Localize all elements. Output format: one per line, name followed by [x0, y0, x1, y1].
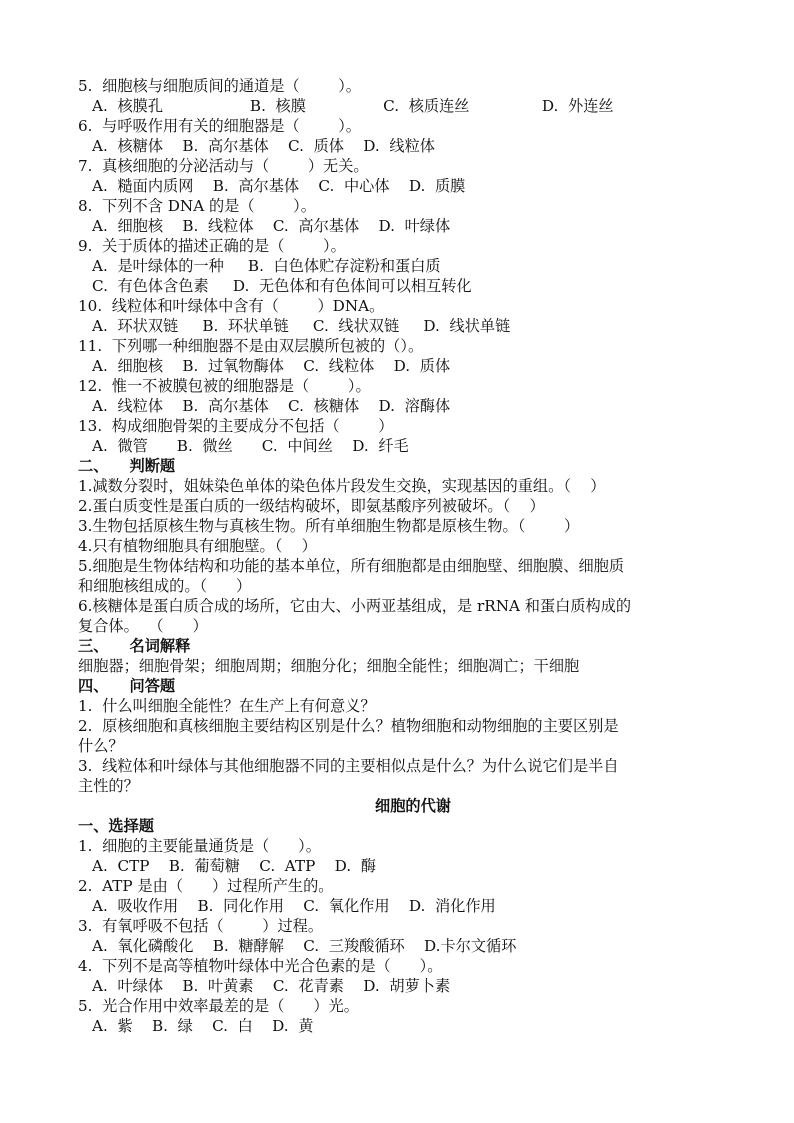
- text-line: A. 是叶绿体的一种 B. 白色体贮存淀粉和蛋白质: [92, 257, 441, 275]
- text-line: A. 叶绿体 B. 叶黄素 C. 花青素 D. 胡萝卜素: [92, 977, 451, 995]
- text-line: 细胞的代谢: [375, 797, 451, 815]
- text-line: A. 细胞核 B. 线粒体 C. 高尔基体 D. 叶绿体: [92, 217, 451, 235]
- text-line: 四、 问答题: [78, 677, 176, 695]
- text-line: 4. 下列不是高等植物叶绿体中光合色素的是（ ）。: [78, 957, 443, 975]
- text-line: 4.只有植物细胞具有细胞壁。（ ）: [78, 537, 317, 555]
- text-line: 5. 光合作用中效率最差的是（ ）光。: [78, 997, 359, 1015]
- text-line: A. 环状双链 B. 环状单链 C. 线状双链 D. 线状单链: [92, 317, 511, 335]
- text-line: A. 紫 B. 绿 C. 白 D. 黄: [92, 1017, 314, 1035]
- text-line: 5. 细胞核与细胞质间的通道是（ ）。: [78, 77, 361, 95]
- document-page: [78, 76, 728, 1036]
- text-line: 3. 线粒体和叶绿体与其他细胞器不同的主要相似点是什么？为什么说它们是半自: [78, 757, 619, 775]
- text-line: 13. 构成细胞骨架的主要成分不包括（ ）: [78, 417, 394, 435]
- text-line: 二、 判断题: [78, 457, 176, 475]
- text-line: 复合体。 （ ）: [78, 617, 208, 635]
- text-line: A. 线粒体 B. 高尔基体 C. 核糖体 D. 溶酶体: [92, 397, 451, 415]
- text-line: A. 吸收作用 B. 同化作用 C. 氧化作用 D. 消化作用: [92, 897, 496, 915]
- text-line: 11. 下列哪一种细胞器不是由双层膜所包被的（）。: [78, 337, 424, 355]
- text-line: 1. 细胞的主要能量通货是（ ）。: [78, 837, 321, 855]
- text-line: 3.生物包括原核生物与真核生物。所有单细胞生物都是原核生物。（ ）: [78, 517, 580, 535]
- text-line: 1. 什么叫细胞全能性？在生产上有何意义？: [78, 697, 376, 715]
- text-line: 10. 线粒体和叶绿体中含有（ ）DNA。: [78, 297, 385, 315]
- text-line: A. 核膜孔 B. 核膜 C. 核质连丝 D. 外连丝: [92, 97, 614, 115]
- text-line: 6.核糖体是蛋白质合成的场所，它由大、小两亚基组成，是 rRNA 和蛋白质构成的: [78, 597, 632, 615]
- text-line: 2. ATP 是由（ ）过程所产生的。: [78, 877, 334, 895]
- text-line: 6. 与呼吸作用有关的细胞器是（ ）。: [78, 117, 361, 135]
- text-line: A. 细胞核 B. 过氧物酶体 C. 线粒体 D. 质体: [92, 357, 451, 375]
- text-line: 8. 下列不含 DNA 的是（ ）。: [78, 197, 316, 215]
- text-line: 细胞器；细胞骨架；细胞周期；细胞分化；细胞全能性；细胞凋亡；干细胞: [78, 657, 580, 675]
- text-line: 5.细胞是生物体结构和功能的基本单位，所有细胞都是由细胞壁、细胞膜、细胞质: [78, 557, 625, 575]
- text-line: A. 微管 B. 微丝 C. 中间丝 D. 纤毛: [92, 437, 409, 455]
- text-line: 和细胞核组成的。（ ）: [78, 577, 252, 595]
- text-line: 三、 名词解释: [78, 637, 191, 655]
- text-line: 2.蛋白质变性是蛋白质的一级结构破坏，即氨基酸序列被破坏。（ ）: [78, 497, 545, 515]
- text-line: 7. 真核细胞的分泌活动与（ ）无关。: [78, 157, 369, 175]
- text-line: 1.减数分裂时，姐妹染色单体的染色体片段发生交换，实现基因的重组。（ ）: [78, 477, 606, 495]
- text-line: 12. 惟一不被膜包被的细胞器是（ ）。: [78, 377, 371, 395]
- text-line: 什么？: [78, 737, 124, 755]
- text-line: 一、选择题: [78, 817, 154, 835]
- text-line: A. CTP B. 葡萄糖 C. ATP D. 酶: [92, 857, 376, 875]
- text-line: A. 核糖体 B. 高尔基体 C. 质体 D. 线粒体: [92, 137, 435, 155]
- text-line: C. 有色体含色素 D. 无色体和有色体间可以相互转化: [92, 277, 472, 295]
- text-line: 主性的？: [78, 777, 139, 795]
- text-line: A. 氧化磷酸化 B. 糖酵解 C. 三羧酸循环 D.卡尔文循环: [92, 937, 517, 955]
- text-line: 3. 有氧呼吸不包括（ ）过程。: [78, 917, 324, 935]
- text-line: 9. 关于质体的描述正确的是（ ）。: [78, 237, 346, 255]
- text-line: A. 糙面内质网 B. 高尔基体 C. 中心体 D. 质膜: [92, 177, 466, 195]
- text-line: 2. 原核细胞和真核细胞主要结构区别是什么？植物细胞和动物细胞的主要区别是: [78, 717, 619, 735]
